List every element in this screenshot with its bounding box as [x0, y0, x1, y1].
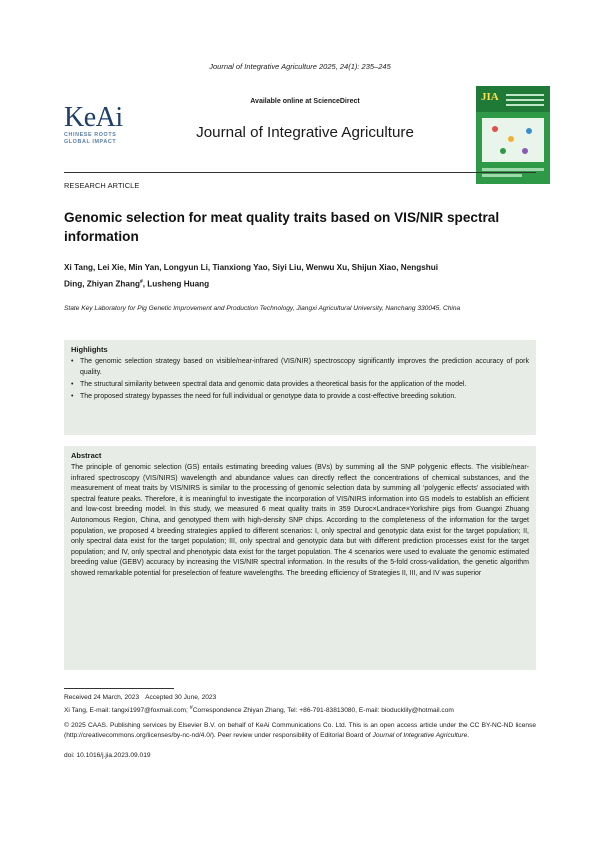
authors-line-2 — [64, 275, 534, 292]
highlight-text: The structural similarity between spectral data and genomic data provides a theoretical basis for the application of the model. — [80, 380, 467, 388]
journal-citation: Journal of Integrative Agriculture 2025, 24(1): 235–245 — [209, 62, 391, 71]
cover-text-lines — [506, 94, 544, 109]
accepted-date: Accepted 30 June, 2023 — [145, 694, 217, 701]
abstract-box — [64, 446, 536, 670]
license-text[interactable]: © 2025 CAAS. Publishing services by Elsevier B.V. on behalf of KeAi Communications Co. Ltd. This is an open access article under the CC BY-NC-ND license (http://creativecommons.org/licenses/by-nc-nd/4.0/). Peer review under responsibility of Editorial Board of — [64, 722, 536, 739]
available-online: Available online at ScienceDirect — [250, 98, 360, 105]
logo-tagline-1: CHINESE ROOTS — [64, 132, 117, 138]
journal-cover-image — [476, 86, 550, 184]
highlights-heading: Highlights — [71, 345, 108, 354]
highlight-item — [71, 357, 529, 378]
journal-title[interactable]: Journal of Integrative Agriculture — [196, 124, 414, 141]
author-list — [64, 261, 534, 292]
keai-logo — [64, 104, 144, 146]
header-divider — [64, 172, 536, 173]
authors-segment: , Lusheng Huang — [142, 279, 210, 289]
cover-stripe — [482, 174, 522, 177]
highlight-text: The proposed strategy bypasses the need for full individual or genotype data to provide a cost-effective breeding solution. — [80, 392, 457, 400]
correspondence-info[interactable]: Correspondence Zhiyan Zhang, Tel: +86-791-83813080, E-mail: bioducklily@hotmail.com — [192, 707, 454, 715]
paper-title: Genomic selection for meat quality traits based on VIS/NIR spectral information — [64, 210, 500, 244]
license-journal-name: Journal of Integrative Agriculture — [372, 732, 468, 739]
highlight-item — [71, 392, 529, 403]
cover-stripe — [482, 168, 544, 171]
authors-segment: Ding, Zhiyan Zhang — [64, 279, 140, 289]
author-contact — [64, 705, 536, 714]
article-type: RESEARCH ARTICLE — [64, 181, 140, 190]
logo-tagline-2: GLOBAL IMPACT — [64, 139, 117, 145]
abstract-text: The principle of genomic selection (GS) entails estimating breeding values (BVs) by summing all the SNP polygenic effects. The visible/near-infrared spectroscopy (VIS/NIRS) wavelength and abundance values can directly reflect the concentrations of chemical substances, and the measurement of meat traits by VIS/NIRS is similar to the processing of genomic selection data by summing all ‘polygenic effects’ associated with spectral feature peaks. Therefore, it is meaningful to investigate the incorporation of VIS/NIRS information into GS models to establish an efficient and low-cost breeding model. In this study, we measured 6 meat quality traits in 359 Duroc×Landrace×Yorkshire pigs from Guangxi Zhuang Autonomous Region, China, and genotyped them with high-density SNP chips. According to the completeness of the information for the target population, we proposed 4 breeding strategies applied to different scenarios: I, only spectral and genotypic data exist for the target population; II, only spectral data exist for the target population; III, only spectral and genotypic data but with different prediction processes exist for the target population; and IV, only spectral and phenotypic data exist for the target population. The 4 scenarios were used to evaluate the genomic estimated breeding value (GEBV) accuracy by increasing the VIS/NIR spectral information. In the results of the 5-fold cross-validation, the genetic algorithm showed remarkable potential for preselection of feature wavelengths. The breeding efficiency of Strategies II, III, and IV was superior — [71, 464, 529, 577]
license-end: . — [467, 732, 470, 739]
author-footnote-mark: # — [139, 279, 143, 285]
cover-jia-label: JIA — [481, 91, 499, 103]
cover-illustration — [482, 118, 544, 162]
bullet-icon: • — [71, 392, 74, 400]
footnote-divider — [64, 688, 174, 689]
first-author-email[interactable]: Xi Tang, E-mail: tangxi1997@foxmail.com; — [64, 707, 188, 715]
license-statement — [64, 721, 536, 741]
bullet-icon: • — [71, 380, 74, 388]
logo-wordmark: KeAi — [64, 102, 123, 133]
affiliation: State Key Laboratory for Pig Genetic Improvement and Production Technology, Jiangxi Agricultural University, Nanchang 330045, China — [64, 305, 461, 312]
highlights-box — [64, 340, 536, 435]
received-date: Received 24 March, 2023 — [64, 694, 140, 701]
bullet-icon: • — [71, 358, 74, 365]
highlight-text: The genomic selection strategy based on visible/near-infrared (VIS/NIR) spectroscopy significantly improves the prediction accuracy of pork quality. — [80, 358, 529, 376]
highlight-item — [71, 380, 529, 391]
abstract-heading: Abstract — [71, 451, 102, 460]
authors-line-1: Xi Tang, Lei Xie, Min Yan, Longyun Li, Tianxiong Yao, Siyi Liu, Wenwu Xu, Shijun Xiao, Nengshui — [64, 263, 439, 272]
received-dates — [64, 694, 216, 701]
doi[interactable]: doi: 10.1016/j.jia.2023.09.019 — [64, 752, 151, 759]
correspondence-mark: # — [189, 705, 193, 711]
